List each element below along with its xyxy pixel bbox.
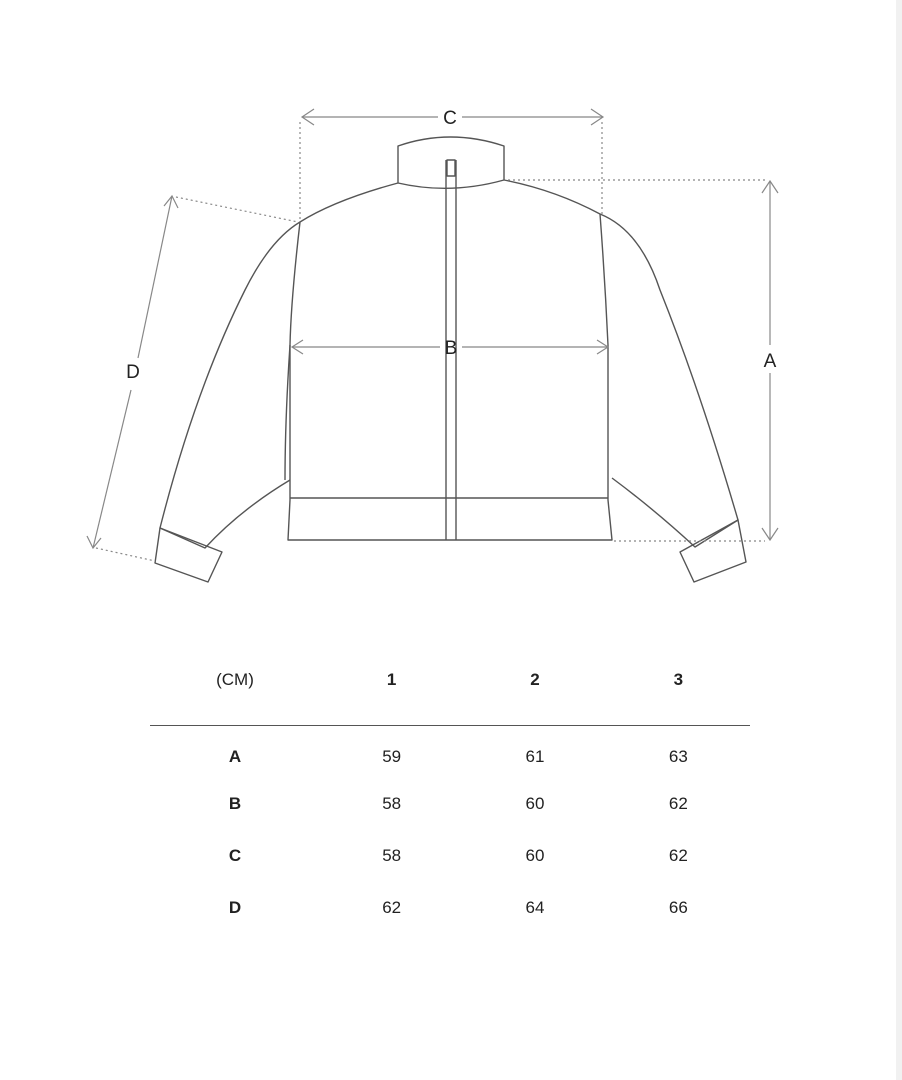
- row-label: D: [228, 897, 242, 917]
- jacket-outline: [155, 137, 746, 582]
- table-row-c: [150, 830, 750, 882]
- label-b: B: [444, 338, 458, 359]
- table-cell: 60: [525, 845, 545, 865]
- jacket-body: [288, 180, 612, 540]
- d-extension-top: [176, 197, 298, 222]
- size-header-3: 3: [673, 670, 684, 689]
- measurement-guides: [87, 109, 778, 561]
- table-cell: 62: [668, 793, 688, 813]
- table-cell: 59: [382, 746, 402, 766]
- table-cell: 61: [525, 746, 545, 766]
- d-extension-bottom: [96, 548, 155, 561]
- row-label: B: [228, 793, 242, 813]
- right-sleeve: [600, 214, 738, 547]
- table-cell: 63: [668, 746, 688, 766]
- unit-header: (CM): [216, 670, 254, 689]
- row-label: C: [228, 845, 242, 865]
- table-row-b: [150, 778, 750, 830]
- table-row-a: [150, 726, 750, 778]
- table-cell: 58: [382, 793, 402, 813]
- table-cell: 62: [668, 845, 688, 865]
- table-cell: 66: [668, 897, 688, 917]
- label-d: D: [126, 362, 140, 383]
- size-chart-table: [150, 660, 750, 934]
- zipper-pull: [447, 160, 455, 176]
- label-a: A: [763, 351, 777, 372]
- table-cell: 60: [525, 793, 545, 813]
- table-cell: 64: [525, 897, 545, 917]
- size-header-1: 1: [386, 670, 397, 689]
- d-arrow-line-bottom: [93, 390, 131, 548]
- size-header-row: [150, 660, 750, 700]
- label-c: C: [443, 108, 457, 129]
- right-cuff: [680, 520, 746, 582]
- left-sleeve: [160, 222, 300, 548]
- left-sleeve-inner: [285, 345, 290, 480]
- left-cuff: [155, 528, 222, 582]
- header-rule: [150, 700, 750, 726]
- collar-seam: [398, 180, 504, 188]
- table-cell: 62: [382, 897, 402, 917]
- row-label: A: [228, 746, 242, 766]
- header-divider: [150, 700, 750, 726]
- d-arrow-line-top: [138, 196, 172, 358]
- table-row-d: [150, 882, 750, 934]
- table-cell: 58: [382, 845, 402, 865]
- size-header-2: 2: [530, 670, 540, 689]
